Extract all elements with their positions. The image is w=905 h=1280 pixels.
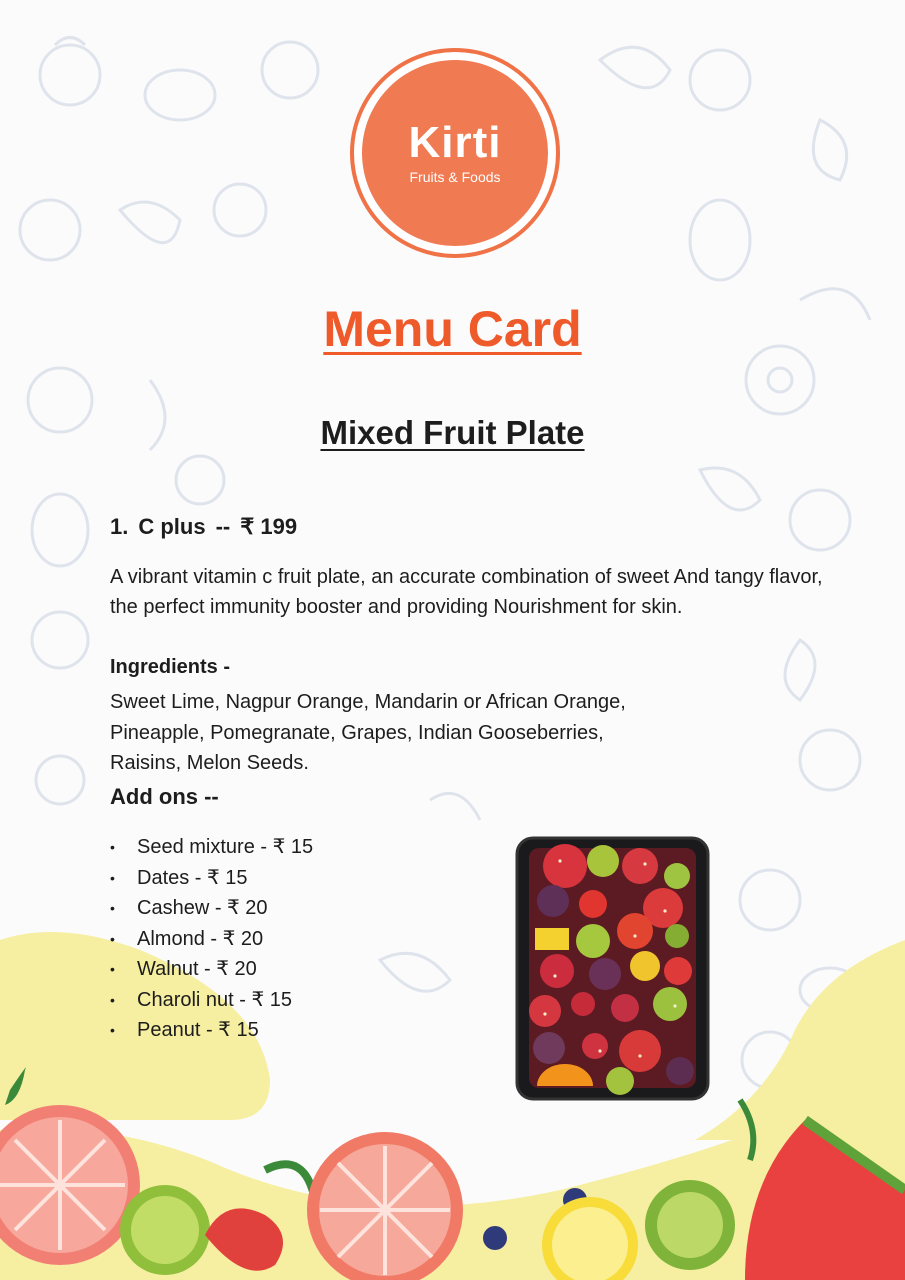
list-item: [110, 924, 313, 955]
list-item: [110, 985, 313, 1016]
ingredients-label: Ingredients -: [110, 656, 231, 678]
bullet-icon: •: [110, 839, 115, 855]
brand-tagline: Fruits & Foods: [409, 169, 501, 185]
list-item: [110, 1015, 313, 1046]
item-separator: --: [215, 514, 231, 539]
bullet-icon: •: [110, 930, 115, 947]
addon-text: Dates - ₹ 15: [137, 866, 248, 889]
bullet-icon: •: [110, 1022, 115, 1038]
item-number: 1.: [110, 514, 129, 539]
bottom-fruit-illustration: [0, 1060, 905, 1280]
item-description: A vibrant vitamin c fruit plate, an accurate combination of sweet And tangy flavor, the perfect immunity booster and providing Nourishment for skin.: [110, 566, 823, 618]
item-name: C plus: [138, 514, 206, 539]
bullet-icon: •: [110, 961, 115, 977]
bullet-icon: •: [110, 900, 115, 916]
addon-text: Walnut - ₹ 20: [137, 958, 257, 980]
addon-text: Cashew - ₹ 20: [137, 897, 268, 919]
list-item: [110, 832, 313, 863]
bullet-icon: •: [110, 991, 115, 1008]
addons-label: Add ons --: [110, 784, 219, 809]
addons-list: [110, 832, 313, 1046]
menu-item-heading: [110, 514, 307, 540]
addon-text: Almond - ₹ 20: [137, 927, 264, 950]
bullet-icon: •: [110, 869, 115, 886]
brand-logo: [350, 48, 560, 258]
list-item: [110, 954, 313, 985]
brand-name: Kirti: [408, 118, 502, 167]
item-price: ₹ 199: [240, 514, 298, 539]
brand-logo-badge: [362, 60, 548, 246]
ingredients-text: Sweet Lime, Nagpur Orange, Mandarin or African Orange, Pineapple, Pomegranate, Grapes, Indian Gooseberries, Raisins, Melon Seeds.: [110, 691, 626, 774]
addon-text: Seed mixture - ₹ 15: [137, 836, 314, 858]
addon-text: Charoli nut - ₹ 15: [137, 988, 293, 1011]
section-title: Mixed Fruit Plate: [320, 414, 585, 451]
menu-title: Menu Card: [323, 301, 582, 357]
list-item: [110, 863, 313, 894]
addon-text: Peanut - ₹ 15: [137, 1019, 259, 1041]
list-item: [110, 893, 313, 924]
